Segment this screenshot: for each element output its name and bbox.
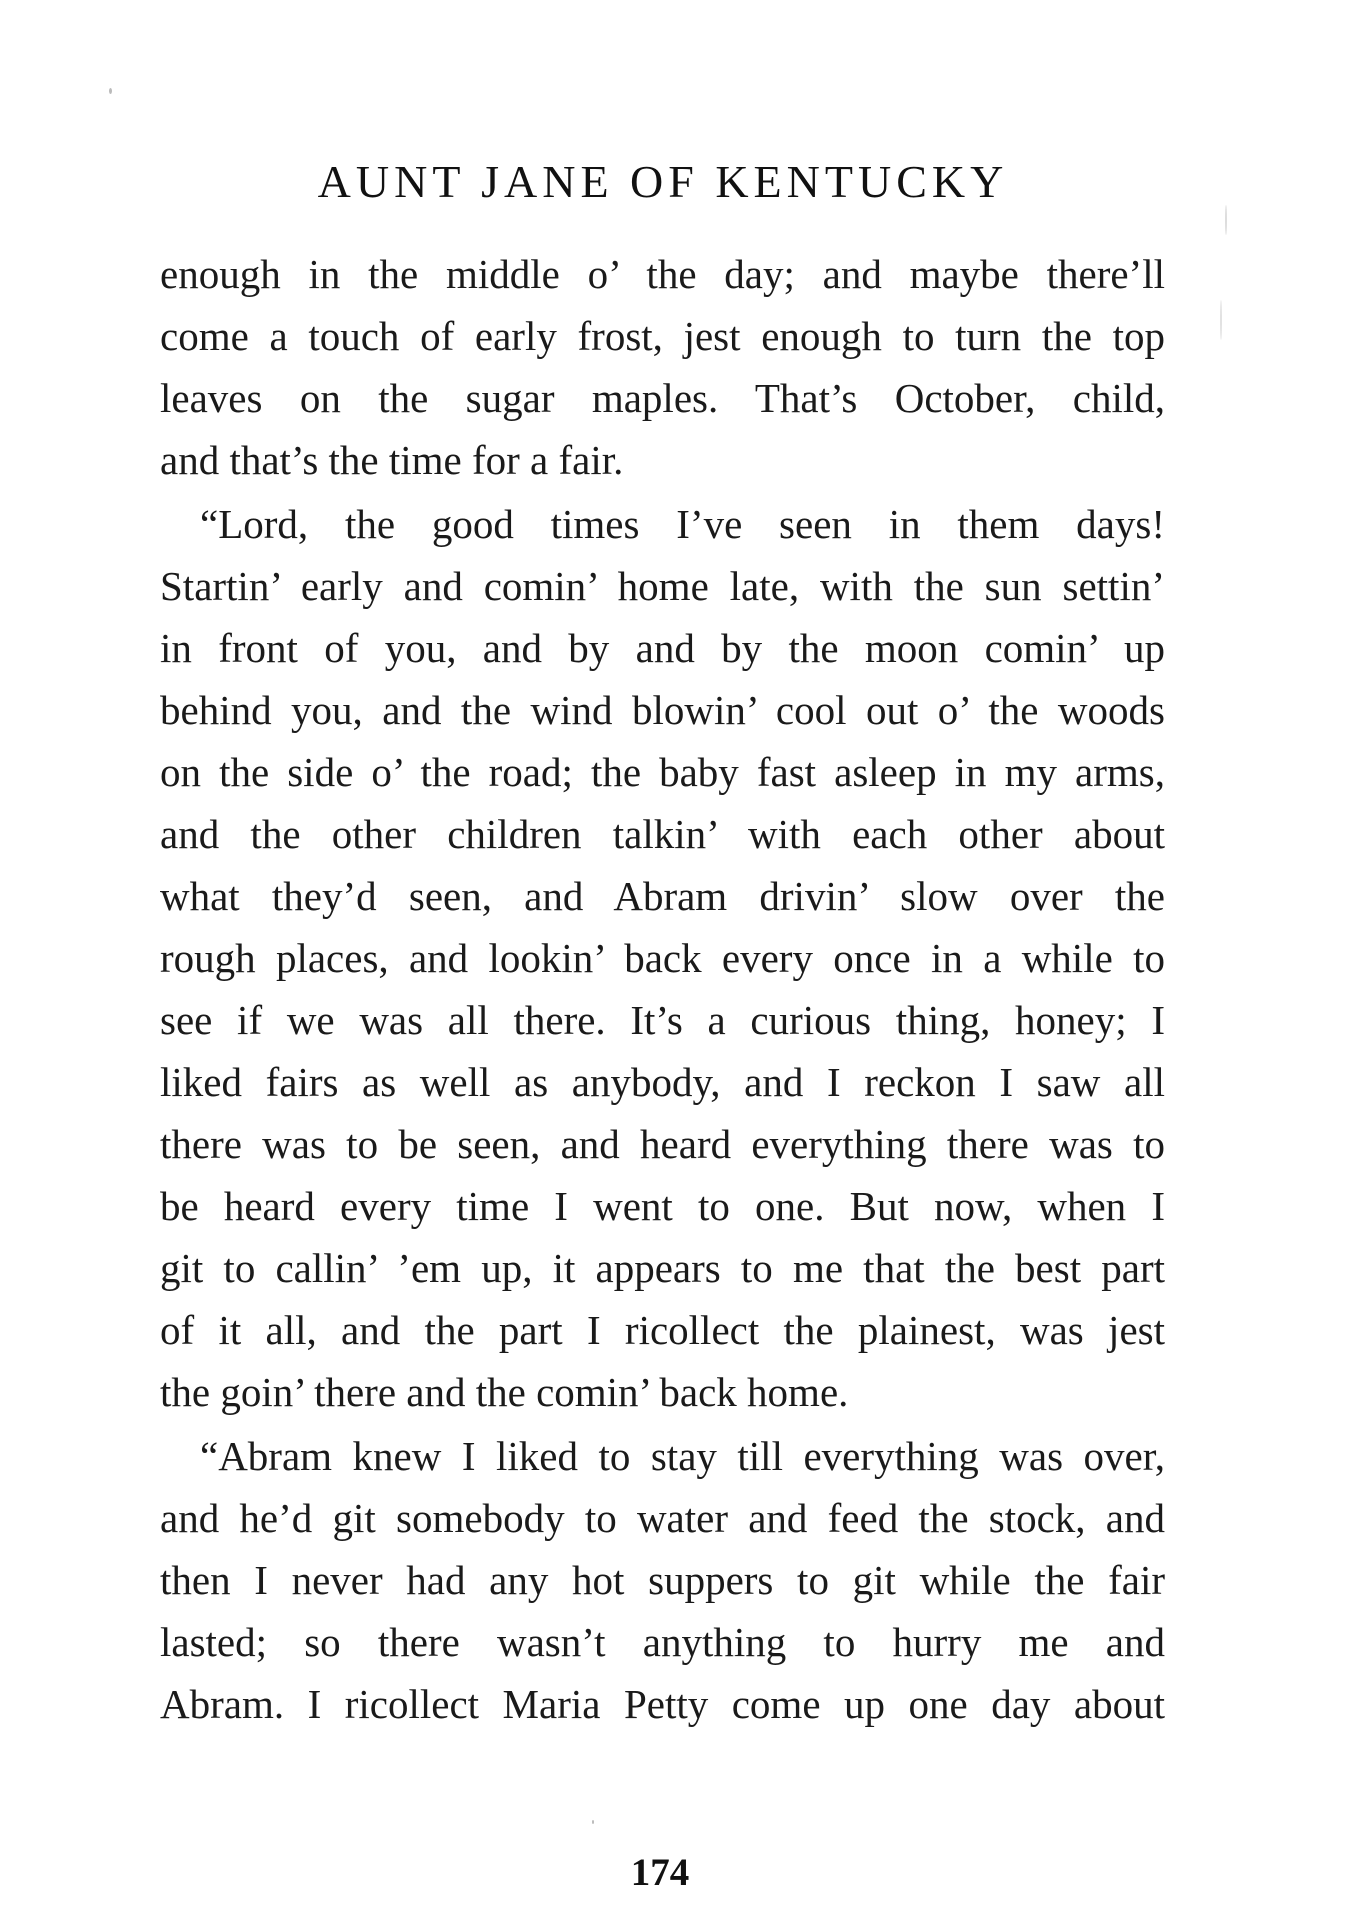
text-line: and he’d git somebody to water and feed the stock, and [160,1495,1165,1541]
text-line: git to callin’ ’em up, it appears to me that the best part [160,1245,1165,1291]
text-line: come a touch of early frost, jest enough to turn the top [160,313,1165,359]
text-line: enough in the middle o’ the day; and maybe there’ll [160,251,1165,297]
text-line: then I never had any hot suppers to git while the fair [160,1557,1165,1603]
scan-speck [1220,300,1222,340]
paragraph-1 [160,243,1165,491]
text-line: the goin’ there and the comin’ back home. [160,1369,849,1415]
scan-speck [109,88,112,94]
scan-speck [1225,205,1227,235]
text-line: there was to be seen, and heard everything there was to [160,1121,1165,1167]
page-number: 174 [630,1851,690,1894]
text-line: of it all, and the part I ricollect the plainest, was jest [160,1307,1165,1353]
body-text [160,243,1165,1735]
text-line: Abram. I ricollect Maria Petty come up one day about [160,1681,1165,1727]
text-line: be heard every time I went to one. But now, when I [160,1183,1165,1229]
running-head: AUNT JANE OF KENTUCKY [317,156,1009,207]
text-line: behind you, and the wind blowin’ cool out o’ the woods [160,687,1165,733]
text-line: what they’d seen, and Abram drivin’ slow over the [160,873,1165,919]
text-line: leaves on the sugar maples. That’s October, child, [160,375,1165,421]
text-line: “Abram knew I liked to stay till everything was over, [200,1433,1165,1479]
paragraph-3 [160,1425,1165,1735]
text-line: in front of you, and by and by the moon comin’ up [160,625,1165,671]
text-line: see if we was all there. It’s a curious thing, honey; I [160,997,1165,1043]
text-line: on the side o’ the road; the baby fast asleep in my arms, [160,749,1165,795]
text-line: rough places, and lookin’ back every once in a while to [160,935,1165,981]
text-line: lasted; so there wasn’t anything to hurry me and [160,1619,1165,1665]
paragraph-2 [160,493,1165,1423]
text-line: and that’s the time for a fair. [160,437,624,483]
text-line: and the other children talkin’ with each other about [160,811,1165,857]
text-line: Startin’ early and comin’ home late, with the sun settin’ [160,563,1165,609]
scan-speck [592,1820,594,1824]
text-line: liked fairs as well as anybody, and I reckon I saw all [160,1059,1165,1105]
text-line: “Lord, the good times I’ve seen in them days! [200,501,1165,547]
